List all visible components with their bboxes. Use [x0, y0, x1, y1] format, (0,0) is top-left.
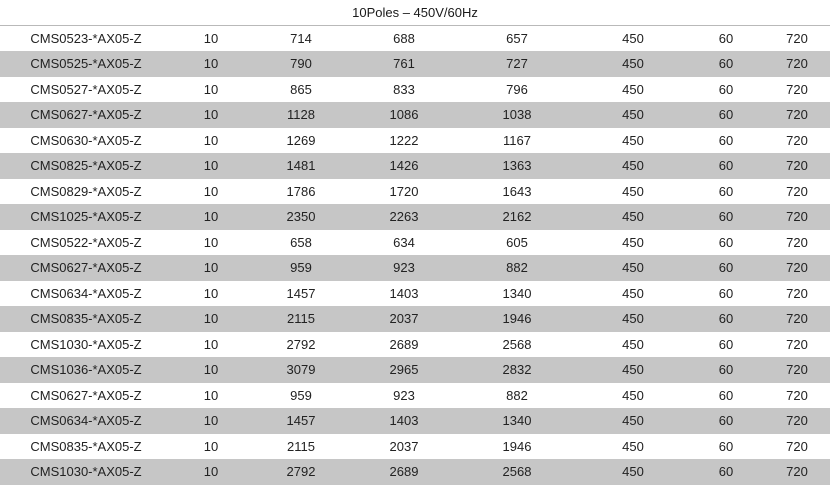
- cell-value: 60: [688, 51, 764, 77]
- cell-model: CMS1030-*AX05-Z: [0, 459, 172, 485]
- cell-value: 2965: [352, 357, 456, 383]
- cell-value: 60: [688, 230, 764, 256]
- cell-value: 60: [688, 255, 764, 281]
- cell-value: 2350: [250, 204, 352, 230]
- cell-value: 720: [764, 459, 830, 485]
- table-row: [0, 204, 830, 230]
- cell-value: 60: [688, 383, 764, 409]
- cell-value: 10: [172, 306, 250, 332]
- cell-value: 60: [688, 153, 764, 179]
- cell-value: 2792: [250, 459, 352, 485]
- cell-value: 2037: [352, 434, 456, 460]
- cell-value: 60: [688, 306, 764, 332]
- cell-value: 959: [250, 383, 352, 409]
- cell-value: 720: [764, 434, 830, 460]
- cell-value: 720: [764, 332, 830, 358]
- cell-value: 1643: [456, 179, 578, 205]
- cell-value: 720: [764, 255, 830, 281]
- table-row: [0, 459, 830, 485]
- table-row: [0, 306, 830, 332]
- cell-value: 761: [352, 51, 456, 77]
- cell-value: 450: [578, 383, 688, 409]
- cell-value: 1086: [352, 102, 456, 128]
- cell-value: 10: [172, 179, 250, 205]
- cell-value: 2162: [456, 204, 578, 230]
- cell-model: CMS0523-*AX05-Z: [0, 26, 172, 52]
- cell-value: 1403: [352, 408, 456, 434]
- cell-value: 727: [456, 51, 578, 77]
- cell-value: 60: [688, 408, 764, 434]
- cell-value: 10: [172, 230, 250, 256]
- cell-model: CMS0634-*AX05-Z: [0, 408, 172, 434]
- cell-value: 1038: [456, 102, 578, 128]
- table-row: [0, 383, 830, 409]
- cell-value: 720: [764, 383, 830, 409]
- cell-value: 450: [578, 204, 688, 230]
- cell-value: 450: [578, 102, 688, 128]
- cell-value: 720: [764, 179, 830, 205]
- cell-value: 720: [764, 51, 830, 77]
- cell-model: CMS0825-*AX05-Z: [0, 153, 172, 179]
- cell-value: 450: [578, 153, 688, 179]
- cell-value: 10: [172, 332, 250, 358]
- cell-value: 720: [764, 153, 830, 179]
- cell-value: 10: [172, 26, 250, 52]
- cell-value: 833: [352, 77, 456, 103]
- cell-model: CMS0627-*AX05-Z: [0, 102, 172, 128]
- table-row: [0, 255, 830, 281]
- cell-value: 2115: [250, 434, 352, 460]
- cell-value: 959: [250, 255, 352, 281]
- cell-value: 1340: [456, 281, 578, 307]
- cell-value: 1128: [250, 102, 352, 128]
- table-header-row: [0, 0, 830, 26]
- cell-model: CMS0630-*AX05-Z: [0, 128, 172, 154]
- table-row: [0, 102, 830, 128]
- cell-value: 790: [250, 51, 352, 77]
- cell-value: 450: [578, 51, 688, 77]
- cell-value: 60: [688, 204, 764, 230]
- cell-value: 10: [172, 281, 250, 307]
- cell-value: 1720: [352, 179, 456, 205]
- cell-value: 10: [172, 153, 250, 179]
- cell-value: 450: [578, 179, 688, 205]
- cell-value: 10: [172, 102, 250, 128]
- cell-value: 796: [456, 77, 578, 103]
- cell-value: 60: [688, 102, 764, 128]
- cell-model: CMS0829-*AX05-Z: [0, 179, 172, 205]
- cell-value: 688: [352, 26, 456, 52]
- cell-value: 720: [764, 102, 830, 128]
- cell-model: CMS0835-*AX05-Z: [0, 306, 172, 332]
- cell-value: 605: [456, 230, 578, 256]
- table-row: [0, 26, 830, 52]
- cell-value: 720: [764, 26, 830, 52]
- cell-value: 1457: [250, 408, 352, 434]
- cell-value: 450: [578, 255, 688, 281]
- cell-value: 882: [456, 255, 578, 281]
- cell-value: 657: [456, 26, 578, 52]
- cell-value: 10: [172, 255, 250, 281]
- cell-model: CMS1030-*AX05-Z: [0, 332, 172, 358]
- cell-value: 10: [172, 357, 250, 383]
- cell-value: 720: [764, 357, 830, 383]
- cell-value: 450: [578, 26, 688, 52]
- cell-value: 450: [578, 434, 688, 460]
- cell-value: 450: [578, 408, 688, 434]
- table-row: [0, 434, 830, 460]
- cell-value: 720: [764, 281, 830, 307]
- cell-value: 865: [250, 77, 352, 103]
- cell-value: 658: [250, 230, 352, 256]
- table-row: [0, 77, 830, 103]
- cell-value: 450: [578, 306, 688, 332]
- table-row: [0, 332, 830, 358]
- table-header-title: 10Poles – 450V/60Hz: [0, 0, 830, 26]
- table-row: [0, 128, 830, 154]
- cell-value: 2568: [456, 332, 578, 358]
- cell-value: 634: [352, 230, 456, 256]
- cell-value: 1403: [352, 281, 456, 307]
- cell-value: 60: [688, 459, 764, 485]
- cell-value: 10: [172, 408, 250, 434]
- cell-value: 450: [578, 230, 688, 256]
- cell-value: 1167: [456, 128, 578, 154]
- cell-value: 60: [688, 281, 764, 307]
- cell-value: 1222: [352, 128, 456, 154]
- cell-value: 1426: [352, 153, 456, 179]
- cell-value: 10: [172, 128, 250, 154]
- table-row: [0, 281, 830, 307]
- cell-value: 720: [764, 204, 830, 230]
- cell-value: 10: [172, 204, 250, 230]
- cell-model: CMS1036-*AX05-Z: [0, 357, 172, 383]
- cell-value: 60: [688, 179, 764, 205]
- cell-value: 714: [250, 26, 352, 52]
- cell-value: 10: [172, 77, 250, 103]
- table-row: [0, 230, 830, 256]
- cell-value: 2568: [456, 459, 578, 485]
- cell-value: 450: [578, 281, 688, 307]
- cell-value: 450: [578, 357, 688, 383]
- cell-value: 1340: [456, 408, 578, 434]
- cell-value: 1363: [456, 153, 578, 179]
- cell-value: 450: [578, 77, 688, 103]
- cell-value: 720: [764, 230, 830, 256]
- cell-value: 450: [578, 332, 688, 358]
- cell-value: 10: [172, 51, 250, 77]
- cell-value: 720: [764, 306, 830, 332]
- cell-value: 60: [688, 77, 764, 103]
- cell-value: 2792: [250, 332, 352, 358]
- cell-model: CMS0627-*AX05-Z: [0, 255, 172, 281]
- cell-value: 923: [352, 383, 456, 409]
- cell-value: 60: [688, 26, 764, 52]
- cell-value: 1946: [456, 306, 578, 332]
- cell-value: 720: [764, 408, 830, 434]
- cell-value: 720: [764, 77, 830, 103]
- cell-value: 882: [456, 383, 578, 409]
- cell-value: 1457: [250, 281, 352, 307]
- cell-value: 60: [688, 332, 764, 358]
- cell-value: 10: [172, 459, 250, 485]
- cell-value: 1481: [250, 153, 352, 179]
- cell-value: 2037: [352, 306, 456, 332]
- cell-value: 10: [172, 434, 250, 460]
- cell-value: 923: [352, 255, 456, 281]
- cell-model: CMS0634-*AX05-Z: [0, 281, 172, 307]
- table-row: [0, 153, 830, 179]
- table-row: [0, 357, 830, 383]
- cell-model: CMS0627-*AX05-Z: [0, 383, 172, 409]
- table-row: [0, 408, 830, 434]
- cell-model: CMS0525-*AX05-Z: [0, 51, 172, 77]
- cell-value: 3079: [250, 357, 352, 383]
- cell-value: 60: [688, 128, 764, 154]
- cell-value: 2115: [250, 306, 352, 332]
- cell-value: 2263: [352, 204, 456, 230]
- cell-value: 1946: [456, 434, 578, 460]
- cell-value: 2689: [352, 459, 456, 485]
- cell-value: 1786: [250, 179, 352, 205]
- table-row: [0, 51, 830, 77]
- cell-value: 10: [172, 383, 250, 409]
- cell-value: 450: [578, 128, 688, 154]
- cell-value: 60: [688, 357, 764, 383]
- cell-value: 450: [578, 459, 688, 485]
- cell-model: CMS0522-*AX05-Z: [0, 230, 172, 256]
- cell-value: 1269: [250, 128, 352, 154]
- cell-model: CMS1025-*AX05-Z: [0, 204, 172, 230]
- cell-model: CMS0835-*AX05-Z: [0, 434, 172, 460]
- table-row: [0, 179, 830, 205]
- cell-value: 2832: [456, 357, 578, 383]
- cell-model: CMS0527-*AX05-Z: [0, 77, 172, 103]
- cell-value: 60: [688, 434, 764, 460]
- cell-value: 720: [764, 128, 830, 154]
- cell-value: 2689: [352, 332, 456, 358]
